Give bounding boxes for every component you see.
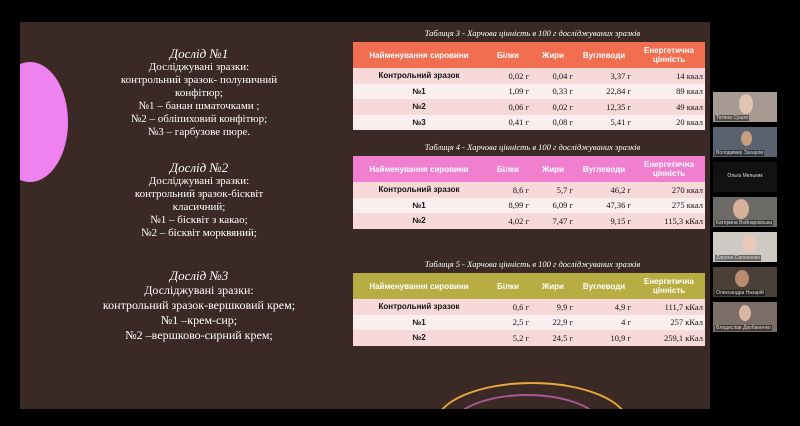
participant-tile[interactable] bbox=[713, 267, 777, 297]
column-header: Вуглеводи bbox=[575, 156, 633, 182]
table-cell: 0,08 г bbox=[552, 117, 573, 128]
table-cell: 47,36 г bbox=[606, 200, 631, 211]
table-3-caption: Таблиця 3 - Харчова цінність в 100 г досліджуваних зразків bbox=[424, 28, 641, 38]
table-cell: 10,9 г bbox=[610, 332, 631, 343]
table-row bbox=[353, 99, 705, 115]
table-cell: 5,2 г bbox=[512, 332, 529, 343]
table-cell: 24,5 г bbox=[552, 332, 573, 343]
participant-name: Тетяна Сушко bbox=[716, 115, 749, 121]
table-cell: 2,5 г bbox=[512, 317, 529, 328]
table-cell: 9,9 г bbox=[556, 301, 573, 312]
table-cell: 0,41 г bbox=[508, 117, 529, 128]
table-cell: 0,04 г bbox=[552, 70, 573, 81]
table-cell: 275 ккал bbox=[671, 200, 703, 211]
experiment-line: №2 –вершково-сирний крем; bbox=[125, 328, 273, 342]
experiment-title: Дослід №3 bbox=[169, 268, 229, 283]
table-cell: 0,02 г bbox=[552, 101, 573, 112]
participant-tile[interactable] bbox=[713, 197, 777, 227]
experiment-line: №2 – бісквіт морквяний; bbox=[141, 227, 257, 239]
table-row bbox=[353, 182, 705, 198]
table-cell: №3 bbox=[412, 117, 426, 127]
table-cell: 20 ккал bbox=[676, 117, 703, 128]
table-cell: 4,02 г bbox=[508, 215, 529, 226]
table-cell: 3,37 г bbox=[610, 70, 631, 81]
column-header: Вуглеводи bbox=[575, 273, 633, 299]
experiment-title: Дослід №1 bbox=[169, 46, 229, 61]
table-cell: 7,47 г bbox=[552, 215, 573, 226]
participant-video bbox=[739, 305, 751, 321]
table-cell: 1,09 г bbox=[508, 86, 529, 97]
experiment-3-block bbox=[58, 268, 340, 343]
table-cell: 5,41 г bbox=[610, 117, 631, 128]
table-cell: 22,84 г bbox=[606, 86, 631, 97]
experiment-line: №1 – бісквіт з какао; bbox=[150, 214, 248, 226]
table-row bbox=[353, 330, 705, 346]
table-cell: №2 bbox=[412, 102, 426, 112]
table-row bbox=[353, 68, 705, 84]
participant-video bbox=[733, 199, 749, 219]
table-3 bbox=[353, 42, 705, 130]
experiment-line: №2 – обліпиховий конфітюр; bbox=[130, 113, 268, 125]
table-cell: 14 ккал bbox=[676, 70, 703, 81]
participant-tile[interactable] bbox=[713, 232, 777, 262]
column-header: Вуглеводи bbox=[575, 42, 633, 68]
table-cell: 115,3 кКал bbox=[664, 215, 703, 226]
experiment-line: Досліджувані зразки: bbox=[148, 61, 250, 73]
column-header: Найменування сировини bbox=[353, 273, 485, 299]
participant-video bbox=[735, 270, 749, 287]
experiment-line: контрольний зразок- полуничний bbox=[120, 74, 278, 86]
table-row bbox=[353, 315, 705, 331]
column-header: Найменування сировини bbox=[353, 156, 485, 182]
participant-video bbox=[741, 131, 752, 146]
table-cell: 89 ккал bbox=[676, 86, 703, 97]
participants-sidebar bbox=[713, 92, 779, 337]
participant-tile[interactable] bbox=[713, 162, 777, 192]
table-cell: 0,06 г bbox=[508, 101, 529, 112]
table-cell: 9,15 г bbox=[610, 215, 631, 226]
presentation-slide bbox=[20, 22, 710, 409]
participant-video bbox=[739, 94, 753, 114]
participant-name: Дарина Сапоненко bbox=[716, 255, 760, 261]
experiment-1-block bbox=[68, 46, 330, 139]
table-cell: Контрольний зразок bbox=[378, 185, 460, 195]
table-cell: 49 ккал bbox=[676, 101, 703, 112]
decorative-pink-blob bbox=[20, 62, 68, 182]
experiment-title: Дослід №2 bbox=[169, 160, 229, 175]
table-4 bbox=[353, 156, 705, 229]
experiment-line: контрольний зразок-бісквіт bbox=[134, 188, 264, 200]
table-cell: 111,7 кКал bbox=[664, 301, 703, 312]
experiment-line: №1 – банан шматочками ; bbox=[138, 100, 260, 112]
table-row bbox=[353, 213, 705, 229]
table-4-caption: Таблиця 4 - Харчова цінність в 100 г досліджуваних зразків bbox=[424, 142, 641, 152]
experiment-2-block bbox=[68, 160, 330, 240]
table-cell: 6,09 г bbox=[552, 200, 573, 211]
column-header: Жири bbox=[531, 156, 575, 182]
column-header: Найменування сировини bbox=[353, 42, 485, 68]
table-5 bbox=[353, 273, 705, 346]
experiment-line: контрольний зразок-вершковий крем; bbox=[102, 298, 296, 312]
column-header: Жири bbox=[531, 273, 575, 299]
table-cell: 259,1 кКал bbox=[663, 332, 703, 343]
table-cell: Контрольний зразок bbox=[378, 302, 460, 312]
table-row bbox=[353, 198, 705, 214]
table-cell: №2 bbox=[412, 333, 426, 343]
participant-name: Володимир Захаров bbox=[716, 150, 764, 156]
table-row bbox=[353, 84, 705, 100]
experiment-line: конфітюр; bbox=[175, 87, 223, 99]
table-cell: 257 кКал bbox=[670, 317, 703, 328]
column-header: Енергетична цінність bbox=[633, 156, 705, 182]
table-cell: 8,99 г bbox=[508, 200, 529, 211]
column-header: Жири bbox=[531, 42, 575, 68]
participant-name: Ольга Мельник bbox=[727, 173, 763, 179]
column-header: Білки bbox=[485, 42, 531, 68]
table-cell: 12,35 г bbox=[606, 101, 631, 112]
table-cell: 4,9 г bbox=[614, 301, 631, 312]
table-cell: 5,7 г bbox=[556, 184, 573, 195]
experiment-line: Досліджувані зразки: bbox=[148, 175, 250, 187]
table-cell: Контрольний зразок bbox=[378, 71, 460, 81]
experiment-line: №3 – гарбузове пюре. bbox=[147, 126, 251, 138]
column-header: Енергетична цінність bbox=[633, 42, 705, 68]
experiment-line: Досліджувані зразки: bbox=[144, 283, 254, 297]
table-cell: 0,6 г bbox=[512, 301, 529, 312]
column-header: Білки bbox=[485, 156, 531, 182]
column-header: Енергетична цінність bbox=[633, 273, 705, 299]
table-cell: 0,02 г bbox=[508, 70, 529, 81]
experiment-line: класичний; bbox=[172, 201, 226, 213]
table-row bbox=[353, 115, 705, 131]
participant-name: Катерина Войнаровська bbox=[716, 220, 772, 226]
table-cell: 270 ккал bbox=[671, 184, 703, 195]
table-cell: №1 bbox=[412, 86, 426, 96]
table-cell: 46,2 г bbox=[610, 184, 631, 195]
table-cell: 8,6 г bbox=[512, 184, 529, 195]
table-cell: №2 bbox=[412, 216, 426, 226]
participant-name: Олександра Назарій bbox=[716, 290, 764, 296]
table-cell: №1 bbox=[412, 317, 426, 327]
table-cell: 0,33 г bbox=[552, 86, 573, 97]
table-cell: №1 bbox=[412, 200, 426, 210]
table-cell: 4 г bbox=[621, 317, 631, 328]
table-5-caption: Таблиця 5 - Харчова цінність в 100 г досліджуваних зразків bbox=[424, 259, 641, 269]
participant-name: Владислав Двобаненко bbox=[716, 325, 771, 331]
participant-tile[interactable] bbox=[713, 92, 777, 122]
participant-video bbox=[743, 235, 756, 253]
table-row bbox=[353, 299, 705, 315]
column-header: Білки bbox=[485, 273, 531, 299]
experiment-line: №1 –крем-сир; bbox=[160, 313, 238, 327]
participant-tile[interactable] bbox=[713, 127, 777, 157]
participant-tile[interactable] bbox=[713, 302, 777, 332]
table-cell: 22,9 г bbox=[552, 317, 573, 328]
